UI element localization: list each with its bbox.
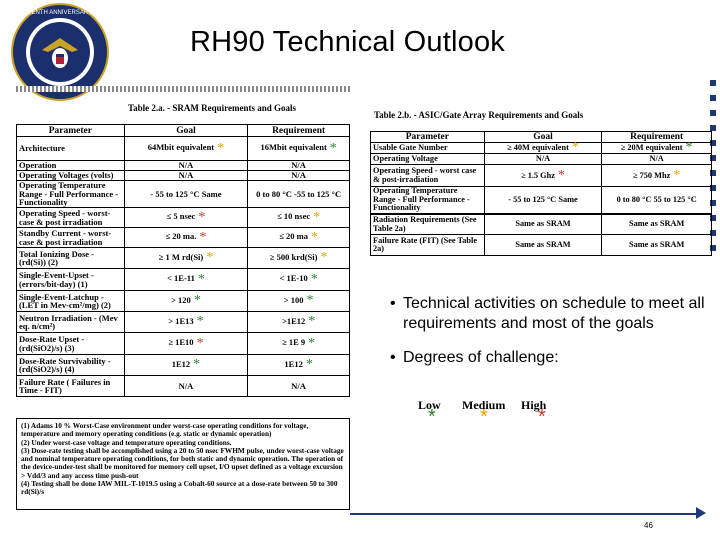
- row-requirement: ≤ 10 nsec *: [248, 208, 350, 228]
- row-requirement: N/A: [248, 376, 350, 397]
- challenge-low-icon: *: [193, 357, 201, 373]
- challenge-low-icon: *: [308, 314, 316, 330]
- challenge-high-icon: *: [198, 209, 206, 225]
- row-goal: 1E12 *: [124, 355, 248, 376]
- bullet-item: • Technical activities on schedule to meet all requirements and most of the goals: [390, 294, 710, 334]
- footnote: (3) Dose-rate testing shall be accomplished using a 20 to 50 nsec FWHM pulse, under worst-case voltage and nominal temperature operating conditions, for both static and dynamic operation. The operation of the device-under-test shall be monitored for memory cell upset, I/O upset defined as a voltage excursion > Vdd/3 and any access time push-out: [21, 445, 344, 480]
- asic-requirements-table: [370, 131, 712, 256]
- table-row: [17, 181, 350, 208]
- header-parameter: Parameter: [371, 132, 485, 143]
- row-parameter: Operating Temperature Range - Full Performance - Functionality: [17, 181, 125, 208]
- row-requirement: 0 to 80 °C 55 to 125 °C: [602, 187, 712, 214]
- row-goal: < 1E-11 *: [124, 269, 248, 291]
- row-parameter: Neutron Irradiation - (Mev eq. n/cm²): [17, 312, 125, 333]
- legend-high-star-icon: *: [538, 406, 546, 428]
- row-goal: Same as SRAM: [484, 214, 602, 235]
- challenge-low-icon: *: [305, 357, 313, 373]
- row-parameter: Operating Speed - worst case & post-irradiation: [371, 165, 485, 187]
- row-requirement: N/A: [248, 161, 350, 171]
- hatch-divider-left: [16, 86, 350, 92]
- challenge-low-icon: *: [329, 140, 337, 156]
- row-parameter: Failure Rate (FIT) (See Table 2a): [371, 235, 485, 256]
- row-parameter: Operating Voltage: [371, 154, 485, 165]
- header-goal: Goal: [124, 125, 248, 137]
- legend-low-label: Low: [418, 398, 441, 412]
- row-requirement: ≥ 1E 9 *: [248, 333, 350, 355]
- page-title: RH90 Technical Outlook: [190, 26, 505, 58]
- legend-low-star-icon: *: [428, 406, 436, 428]
- row-goal: N/A: [124, 376, 248, 397]
- challenge-high-icon: *: [196, 335, 204, 351]
- row-requirement: ≥ 500 krd(Si) *: [248, 248, 350, 269]
- row-goal: - 55 to 125 °C Same: [484, 187, 602, 214]
- row-parameter: Operating Voltages (volts): [17, 171, 125, 181]
- challenge-high-icon: *: [557, 167, 565, 183]
- row-parameter: Operating Temperature Range - Full Performance - Functionality: [371, 187, 485, 214]
- footnote: (4) Testing shall be done IAW MIL-T-1019.5 using a Cobalt-60 source at a dose-rate between 50 to 300 rd(Si)/s: [21, 479, 338, 497]
- row-goal: ≥ 40M equivalent *: [484, 143, 602, 154]
- bullet-list: [390, 294, 710, 368]
- table-header-row: [17, 125, 350, 137]
- row-parameter: Operating Speed - worst-case & post irradiation: [17, 208, 125, 228]
- row-requirement: >1E12 *: [248, 312, 350, 333]
- row-parameter: Single-Event-Latchup - (LET in Mev-cm²/mg) (2): [17, 291, 125, 312]
- footnote: (1) Adams 10 % Worst-Case environment under worst-case operating conditions for voltage, temperature and memory operating conditions (e.g. static or dynamic operation): [21, 421, 309, 439]
- header-parameter: Parameter: [17, 125, 125, 137]
- row-parameter: Total Ionizing Dose - (rd(Si)) (2): [17, 248, 125, 269]
- challenge-low-icon: *: [306, 293, 314, 309]
- row-goal: N/A: [484, 154, 602, 165]
- table-b-caption: Table 2.b. - ASIC/Gate Array Requirements and Goals: [374, 110, 584, 120]
- row-requirement: < 1E-10 *: [248, 269, 350, 291]
- challenge-high-icon: *: [199, 229, 207, 245]
- row-requirement: N/A: [248, 171, 350, 181]
- challenge-low-icon: *: [308, 335, 316, 351]
- table-row: [17, 248, 350, 269]
- row-requirement: Same as SRAM: [602, 235, 712, 256]
- row-parameter: Dose-Rate Upset - (rd(SiO2)/s) (3): [17, 333, 125, 355]
- table-row: [17, 161, 350, 171]
- table-row: [17, 312, 350, 333]
- row-requirement: 1E12 *: [248, 355, 350, 376]
- table-row: [371, 214, 712, 235]
- seal-text: TENTH ANNIVERSARY: [27, 10, 93, 16]
- row-requirement: ≥ 750 Mhz *: [602, 165, 712, 187]
- table-row: [371, 165, 712, 187]
- row-goal: Same as SRAM: [484, 235, 602, 256]
- legend-medium-star-icon: *: [480, 406, 488, 428]
- row-parameter: Operation: [17, 161, 125, 171]
- row-parameter: Standby Current - worst-case & post irradiation: [17, 228, 125, 248]
- header-requirement: Requirement: [248, 125, 350, 137]
- row-parameter: Single-Event-Upset - (errors/bit-day) (1): [17, 269, 125, 291]
- challenge-medium-icon: *: [571, 140, 579, 155]
- table-row: [371, 154, 712, 165]
- row-parameter: Usable Gate Number: [371, 143, 485, 154]
- table-row: [371, 143, 712, 154]
- challenge-medium-icon: *: [320, 250, 328, 266]
- table-a-caption: Table 2.a. - SRAM Requirements and Goals: [128, 103, 297, 113]
- table-row: [371, 235, 712, 256]
- header-requirement: Requirement: [602, 132, 712, 143]
- challenge-low-icon: *: [196, 314, 204, 330]
- row-parameter: Radiation Requirements (See Table 2a): [371, 214, 485, 235]
- row-goal: ≤ 20 ma. *: [124, 228, 248, 248]
- challenge-medium-icon: *: [313, 209, 321, 225]
- challenge-medium-icon: *: [206, 250, 214, 266]
- bullet-item: • Degrees of challenge:: [390, 348, 710, 368]
- row-requirement: N/A: [602, 154, 712, 165]
- arrow-right-icon: [676, 503, 706, 521]
- row-goal: ≤ 5 nsec *: [124, 208, 248, 228]
- sram-requirements-table: [16, 124, 350, 397]
- challenge-low-icon: *: [197, 271, 205, 287]
- table-row: [17, 269, 350, 291]
- row-parameter: Dose-Rate Survivability - (rd(SiO2)/s) (4): [17, 355, 125, 376]
- row-goal: > 120 *: [124, 291, 248, 312]
- row-goal: ≥ 1 M rd(Si) *: [124, 248, 248, 269]
- challenge-low-icon: *: [685, 140, 693, 155]
- table-row: [17, 228, 350, 248]
- row-goal: > 1E13 *: [124, 312, 248, 333]
- table-row: [17, 376, 350, 397]
- row-requirement: > 100 *: [248, 291, 350, 312]
- table-a-footnotes: [16, 418, 350, 510]
- footer-rule: [350, 513, 690, 515]
- table-row: [17, 208, 350, 228]
- row-goal: ≥ 1E10 *: [124, 333, 248, 355]
- challenge-low-icon: *: [193, 293, 201, 309]
- table-row: [17, 137, 350, 161]
- table-row: [17, 355, 350, 376]
- row-requirement: 0 to 80 °C -55 to 125 °C: [248, 181, 350, 208]
- table-row: [17, 171, 350, 181]
- row-parameter: Failure Rate ( Failures in Time - FIT): [17, 376, 125, 397]
- row-goal: - 55 to 125 °C Same: [124, 181, 248, 208]
- challenge-low-icon: *: [310, 271, 318, 287]
- row-requirement: Same as SRAM: [602, 214, 712, 235]
- row-goal: 64Mbit equivalent *: [124, 137, 248, 161]
- row-requirement: ≥ 20M equivalent *: [602, 143, 712, 154]
- challenge-medium-icon: *: [311, 229, 318, 245]
- footnote: (2) Under worst-case voltage and temperature operating conditions.: [21, 437, 232, 447]
- legend-medium-label: Medium: [462, 398, 506, 412]
- table-row: [17, 333, 350, 355]
- legend-high-label: High: [521, 398, 547, 412]
- row-parameter: Architecture: [17, 137, 125, 161]
- row-goal: N/A: [124, 161, 248, 171]
- row-goal: N/A: [124, 171, 248, 181]
- row-requirement: 16Mbit equivalent *: [248, 137, 350, 161]
- challenge-medium-icon: *: [217, 140, 225, 156]
- table-row: [17, 291, 350, 312]
- row-goal: ≥ 1.5 Ghz *: [484, 165, 602, 187]
- row-requirement: ≤ 20 ma *: [248, 228, 350, 248]
- page-number: 46: [644, 521, 653, 530]
- table-row: [371, 187, 712, 214]
- table-header-row: [371, 132, 712, 143]
- challenge-medium-icon: *: [673, 167, 681, 183]
- header-goal: Goal: [484, 132, 602, 143]
